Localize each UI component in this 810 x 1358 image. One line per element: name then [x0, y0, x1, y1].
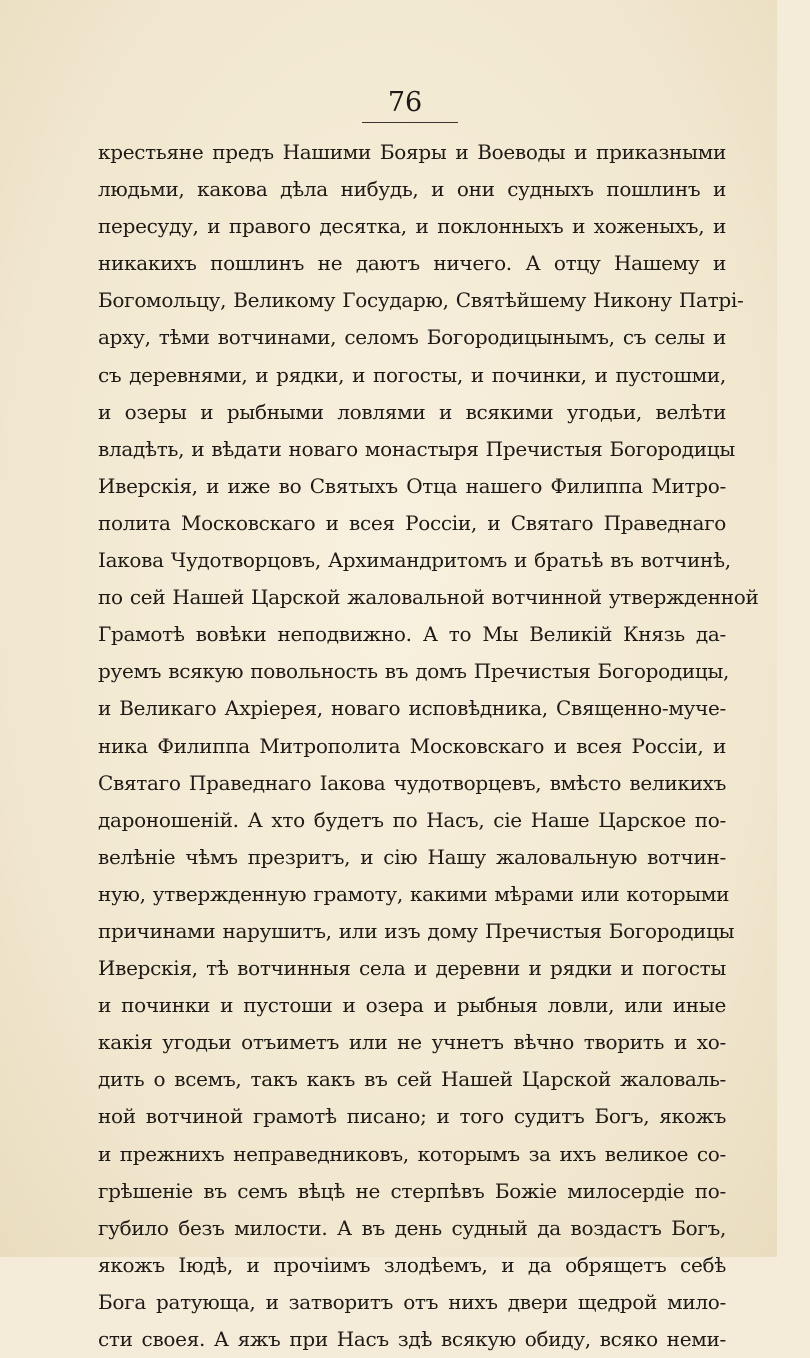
text-line: ную, утвержденную грамоту, какими мѣрами или которыми	[98, 881, 730, 906]
text-line: и Великаго Ахріерея, новаго исповѣдника, Священно-муче-	[98, 696, 726, 721]
text-line: Святаго Праведнаго Іакова чудотворцевъ, вмѣсто великихъ	[98, 770, 726, 795]
text-line: якожъ Іюдѣ, и прочіимъ злодѣемъ, и да обрящетъ себѣ	[98, 1252, 726, 1277]
text-line: полита Московскаго и всея Россіи, и Святаго Праведнаго	[98, 510, 726, 535]
text-line: ной вотчиной грамотѣ писано; и того судитъ Богъ, якожъ	[98, 1104, 726, 1129]
text-line: и прежнихъ неправедниковъ, которымъ за ихъ великое со-	[98, 1141, 726, 1166]
page-number: 76	[387, 87, 423, 118]
text-line: Грамотѣ вовѣки неподвижно. А то Мы Великій Князь да-	[98, 622, 726, 647]
text-line: Бога ратующа, и затворитъ отъ нихъ двери щедрой мило-	[98, 1289, 726, 1314]
text-line: людьми, какова дѣла нибудь, и они судныхъ пошлинъ и	[98, 177, 726, 202]
text-line: причинами нарушитъ, или изъ дому Пречистыя Богородицы	[98, 918, 735, 943]
text-line: крестьяне предъ Нашими Бояры и Воеводы и приказными	[98, 140, 726, 164]
text-line: пересуду, и правого десятка, и поклонныхъ и хоженыхъ, и	[98, 214, 726, 239]
text-line: губило безъ милости. А въ день судный да воздастъ Богъ,	[98, 1215, 726, 1240]
text-line: руемъ всякую повольность въ домъ Пречистыя Богородицы,	[98, 659, 730, 684]
text-line: дить о всемъ, такъ какъ въ сей Нашей Царской жаловаль-	[98, 1067, 726, 1092]
text-line: никакихъ пошлинъ не даютъ ничего. А отцу Нашему и	[98, 251, 726, 276]
text-line: дароношеній. А хто будетъ по Насъ, сіе Наше Царское по-	[98, 807, 726, 832]
text-line: и починки и пустоши и озера и рыбныя ловли, или иные	[98, 993, 726, 1018]
text-line: грѣшеніе въ семъ вѣцѣ не стерпѣвъ Божіе милосердіе по-	[98, 1178, 726, 1203]
text-line: съ деревнями, и рядки, и погосты, и починки, и пустошми,	[98, 362, 726, 387]
text-line: по сей Нашей Царской жаловальной вотчинной утвержденной	[98, 585, 759, 610]
body-text	[98, 134, 759, 1358]
text-line: арху, тѣми вотчинами, селомъ Богородицынымъ, съ селы и	[98, 325, 726, 350]
text-line: сти своея. А яжъ при Насъ здѣ всякую обиду, всяко неми-	[98, 1327, 726, 1351]
text-line: владѣть, и вѣдати новаго монастыря Пречистыя Богородицы	[98, 436, 735, 461]
text-line: Іакова Чудотворцовъ, Архимандритомъ и братьѣ въ вотчинѣ,	[98, 548, 731, 573]
text-line: и озеры и рыбными ловлями и всякими угодьи, велѣти	[98, 399, 726, 424]
text-line: Иверскія, тѣ вотчинныя села и деревни и рядки и погосты	[98, 956, 726, 981]
text-line: велѣніе чѣмъ презритъ, и сію Нашу жаловальную вотчин-	[98, 844, 726, 869]
text-line: Богомольцу, Великому Государю, Святѣйшему Никону Патрі-	[98, 288, 744, 313]
text-line: Иверскія, и иже во Святыхъ Отца нашего Филиппа Митро-	[98, 473, 726, 498]
text-line: ника Филиппа Митрополита Московскаго и всея Россіи, и	[98, 733, 726, 758]
page-number-rule	[362, 122, 458, 123]
text-line: какія угодьи отъиметъ или не учнетъ вѣчно творить и хо-	[98, 1030, 726, 1055]
